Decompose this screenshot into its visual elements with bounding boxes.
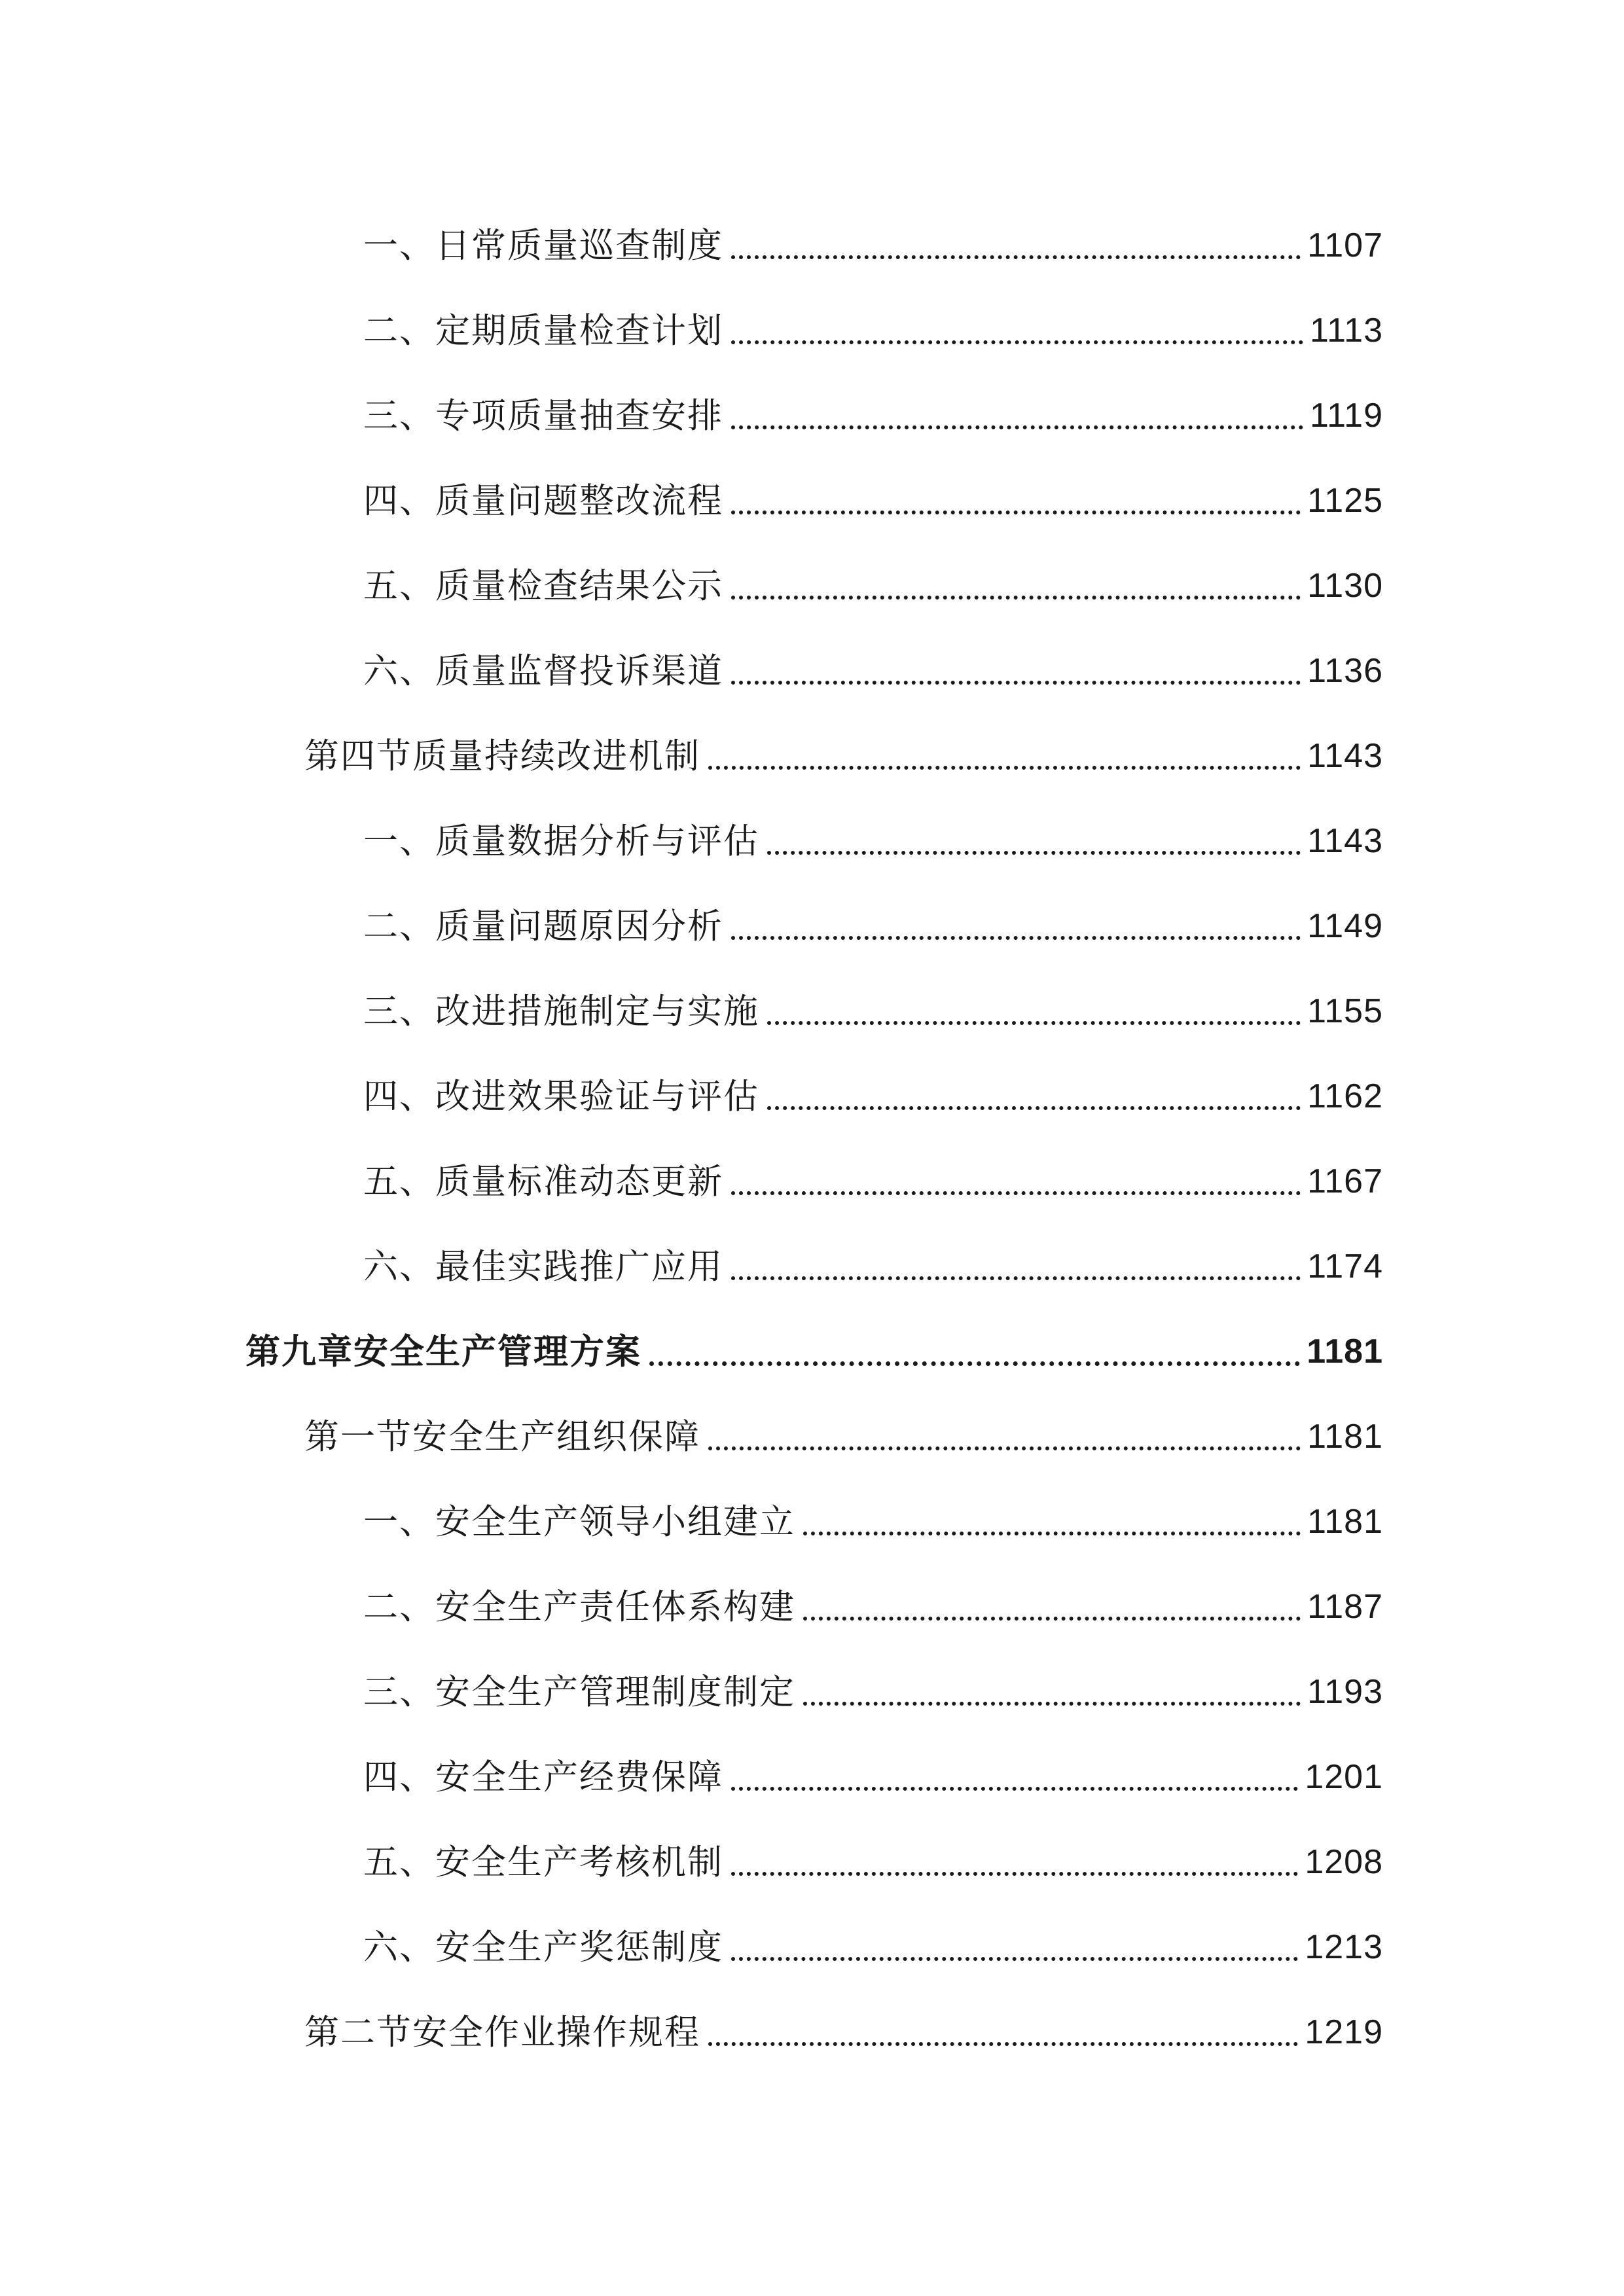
toc-entry-safety-leadership-group[interactable] xyxy=(0,1479,1624,1564)
dot-leader xyxy=(731,1191,1301,1195)
toc-entry-title: 六、安全生产奖惩制度 xyxy=(363,1927,723,1967)
toc-entry-title: 五、质量标准动态更新 xyxy=(363,1161,723,1202)
toc-entry-quality-rectification[interactable] xyxy=(0,458,1624,543)
toc-entry-page: 1155 xyxy=(1307,992,1383,1030)
dot-leader xyxy=(803,1532,1301,1535)
toc-entry-page: 1219 xyxy=(1305,2013,1383,2051)
dot-leader xyxy=(731,511,1301,514)
toc-entry-safety-rewards-penalties[interactable] xyxy=(0,1905,1624,1990)
toc-entry-safety-management-rules[interactable] xyxy=(0,1649,1624,1734)
toc-entry-title: 第一节安全生产组织保障 xyxy=(304,1416,700,1457)
toc-entry-daily-quality-inspection[interactable] xyxy=(0,203,1624,288)
toc-entry-special-quality-sampling[interactable] xyxy=(0,373,1624,458)
toc-entry-safety-funding[interactable] xyxy=(0,1734,1624,1820)
dot-leader xyxy=(731,681,1301,685)
toc-entry-page: 1181 xyxy=(1307,1503,1383,1541)
dot-leader xyxy=(731,936,1301,940)
dot-leader xyxy=(731,425,1303,429)
toc-entry-section-4[interactable] xyxy=(0,713,1624,798)
dot-leader xyxy=(708,766,1301,770)
toc-entry-page: 1119 xyxy=(1310,397,1383,435)
toc-entry-quality-standard-update[interactable] xyxy=(0,1139,1624,1224)
toc-entry-title: 五、安全生产考核机制 xyxy=(363,1842,723,1882)
toc-entry-page: 1143 xyxy=(1307,822,1383,860)
toc-entry-page: 1213 xyxy=(1305,1928,1383,1966)
dot-leader xyxy=(803,1702,1301,1706)
toc-entry-improvement-measures[interactable] xyxy=(0,969,1624,1054)
toc-entry-page: 1130 xyxy=(1307,567,1383,605)
dot-leader xyxy=(731,340,1303,344)
dot-leader xyxy=(649,1361,1300,1366)
toc-entry-title: 第九章安全生产管理方案 xyxy=(245,1331,641,1372)
toc-entry-title: 一、质量数据分析与评估 xyxy=(363,821,759,861)
dot-leader xyxy=(708,2042,1298,2046)
toc-entry-title: 六、最佳实践推广应用 xyxy=(363,1246,723,1287)
toc-entry-page: 1201 xyxy=(1305,1758,1383,1796)
toc-entry-title: 三、安全生产管理制度制定 xyxy=(363,1672,795,1712)
toc-entry-title: 第二节安全作业操作规程 xyxy=(304,2012,700,2053)
dot-leader xyxy=(731,1872,1298,1876)
toc-entry-title: 一、日常质量巡查制度 xyxy=(363,225,723,266)
toc-entry-title: 三、专项质量抽查安排 xyxy=(363,395,723,436)
toc-entry-periodic-quality-check[interactable] xyxy=(0,288,1624,373)
dot-leader xyxy=(731,596,1301,600)
toc-entry-page: 1174 xyxy=(1307,1247,1383,1285)
dot-leader xyxy=(803,1617,1301,1621)
toc-entry-section-2[interactable] xyxy=(0,1990,1624,2075)
toc-entry-page: 1149 xyxy=(1307,907,1383,945)
toc-entry-best-practice-promotion[interactable] xyxy=(0,1224,1624,1309)
toc-entry-section-1[interactable] xyxy=(0,1394,1624,1479)
toc-entry-page: 1107 xyxy=(1307,226,1383,264)
toc-entry-title: 二、安全生产责任体系构建 xyxy=(363,1587,795,1627)
dot-leader xyxy=(731,1276,1301,1280)
toc-entry-title: 四、改进效果验证与评估 xyxy=(363,1076,759,1117)
toc-entry-title: 三、改进措施制定与实施 xyxy=(363,991,759,1031)
toc-entry-title: 四、安全生产经费保障 xyxy=(363,1757,723,1797)
toc-entry-safety-responsibility-system[interactable] xyxy=(0,1564,1624,1649)
toc-entry-page: 1187 xyxy=(1307,1588,1383,1626)
toc-entry-title: 第四节质量持续改进机制 xyxy=(304,736,700,776)
toc-entry-quality-cause-analysis[interactable] xyxy=(0,884,1624,969)
dot-leader xyxy=(708,1446,1301,1450)
toc-entry-title: 四、质量问题整改流程 xyxy=(363,480,723,521)
table-of-contents xyxy=(0,203,1624,2075)
toc-entry-page: 1181 xyxy=(1307,1333,1383,1371)
toc-entry-page: 1167 xyxy=(1307,1162,1383,1200)
dot-leader xyxy=(731,1787,1298,1791)
toc-entry-title: 五、质量检查结果公示 xyxy=(363,565,723,606)
dot-leader xyxy=(767,851,1301,855)
toc-entry-quality-result-publicity[interactable] xyxy=(0,543,1624,628)
toc-entry-page: 1136 xyxy=(1307,652,1383,690)
dot-leader xyxy=(767,1106,1301,1110)
toc-entry-title: 二、质量问题原因分析 xyxy=(363,906,723,946)
toc-entry-improvement-verification[interactable] xyxy=(0,1054,1624,1139)
toc-entry-title: 二、定期质量检查计划 xyxy=(363,310,723,351)
toc-entry-quality-data-analysis[interactable] xyxy=(0,798,1624,884)
toc-entry-page: 1162 xyxy=(1307,1077,1383,1115)
toc-entry-safety-assessment[interactable] xyxy=(0,1820,1624,1905)
toc-entry-page: 1208 xyxy=(1305,1843,1383,1881)
toc-entry-page: 1125 xyxy=(1307,482,1383,520)
toc-entry-page: 1113 xyxy=(1310,312,1383,350)
dot-leader xyxy=(731,1957,1298,1961)
dot-leader xyxy=(767,1021,1301,1025)
toc-entry-page: 1193 xyxy=(1307,1673,1383,1711)
dot-leader xyxy=(731,255,1301,259)
toc-entry-quality-complaint-channel[interactable] xyxy=(0,628,1624,713)
toc-entry-title: 一、安全生产领导小组建立 xyxy=(363,1501,795,1542)
toc-entry-chapter-9[interactable] xyxy=(0,1309,1624,1394)
toc-entry-title: 六、质量监督投诉渠道 xyxy=(363,651,723,691)
toc-entry-page: 1143 xyxy=(1307,737,1383,775)
toc-entry-page: 1181 xyxy=(1307,1418,1383,1456)
